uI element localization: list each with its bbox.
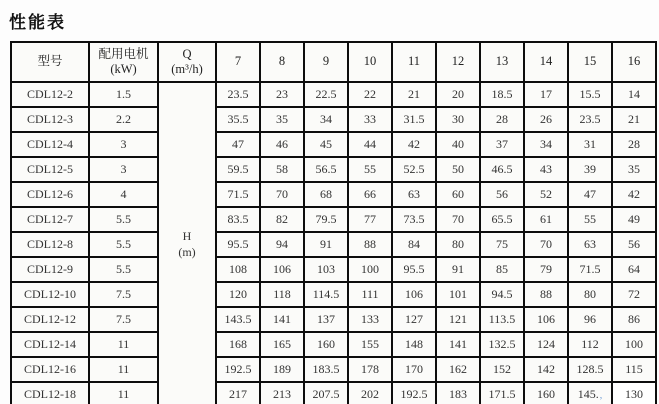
head-value-cell: 34 <box>524 132 568 157</box>
header-flow-line1: Q <box>182 47 192 61</box>
motor-kw-cell: 2.2 <box>89 107 158 132</box>
page-title: 性能表 <box>9 13 66 32</box>
model-cell: CDL12-3 <box>11 107 89 132</box>
head-value-cell: 40 <box>436 132 480 157</box>
head-value-cell: 100 <box>348 257 392 282</box>
header-flow-14: 14 <box>524 42 568 82</box>
head-value-cell: 72 <box>612 282 656 307</box>
head-value-cell: 142 <box>524 357 568 382</box>
motor-kw-cell: 7.5 <box>89 307 158 332</box>
head-value-cell: 88 <box>348 232 392 257</box>
header-flow-line2: (m³/h) <box>171 62 203 76</box>
head-value-cell: 91 <box>436 257 480 282</box>
motor-kw-cell: 4 <box>89 182 158 207</box>
head-value-cell: 70 <box>524 232 568 257</box>
head-value-cell: 77 <box>348 207 392 232</box>
header-flow-9: 9 <box>304 42 348 82</box>
header-flow-15: 15 <box>568 42 612 82</box>
header-motor-line2: (kW) <box>110 62 137 76</box>
head-value-cell: 170 <box>392 357 436 382</box>
head-value-cell: 124 <box>524 332 568 357</box>
model-cell: CDL12-8 <box>11 232 89 257</box>
head-value-cell: 49 <box>612 207 656 232</box>
head-value-cell: 46 <box>260 132 304 157</box>
head-value-cell: 106 <box>392 282 436 307</box>
head-value-cell: 23.5 <box>216 82 260 107</box>
head-value-cell: 43 <box>524 157 568 182</box>
head-value-cell: 120 <box>216 282 260 307</box>
head-value-cell: 152 <box>480 357 524 382</box>
head-value-cell: 64 <box>612 257 656 282</box>
edited-cell[interactable]: 130 <box>612 382 656 404</box>
model-cell: CDL12-10 <box>11 282 89 307</box>
head-value-cell: 55 <box>568 207 612 232</box>
head-value-cell: 46.5 <box>480 157 524 182</box>
head-value-cell: 71.5 <box>568 257 612 282</box>
head-value-cell: 101 <box>436 282 480 307</box>
head-value-cell: 52.5 <box>392 157 436 182</box>
head-value-cell: 133 <box>348 307 392 332</box>
motor-kw-cell: 11 <box>89 382 158 404</box>
head-value-cell: 73.5 <box>392 207 436 232</box>
table-row-CDL12-8 <box>11 232 656 257</box>
model-cell: CDL12-6 <box>11 182 89 207</box>
head-value-cell: 65.5 <box>480 207 524 232</box>
head-value-cell: 100 <box>612 332 656 357</box>
head-value-cell: 168 <box>216 332 260 357</box>
head-value-cell: 28 <box>480 107 524 132</box>
head-value-cell: 42 <box>612 182 656 207</box>
header-flow-8: 8 <box>260 42 304 82</box>
head-value-cell: 33 <box>348 107 392 132</box>
head-value-cell: 112 <box>568 332 612 357</box>
head-value-cell: 79.5 <box>304 207 348 232</box>
head-value-cell: 132.5 <box>480 332 524 357</box>
head-value-cell: 39 <box>568 157 612 182</box>
header-flow-16: 16 <box>612 42 656 82</box>
head-value-cell: 30 <box>436 107 480 132</box>
head-value-cell: 114.5 <box>304 282 348 307</box>
head-value-cell: 94 <box>260 232 304 257</box>
head-value-cell: 28 <box>612 132 656 157</box>
head-value-cell: 75 <box>480 232 524 257</box>
head-unit: (m) <box>178 244 196 259</box>
head-value-cell: 155 <box>348 332 392 357</box>
model-cell: CDL12-2 <box>11 82 89 107</box>
motor-kw-cell: 3 <box>89 132 158 157</box>
head-value-cell: 213 <box>260 382 304 404</box>
head-value-cell: 21 <box>612 107 656 132</box>
head-value-cell: 63 <box>392 182 436 207</box>
head-value-cell: 111 <box>348 282 392 307</box>
head-value-cell: 47 <box>216 132 260 157</box>
table-row-CDL12-12 <box>11 307 656 332</box>
head-value-cell: 118 <box>260 282 304 307</box>
table-header <box>11 42 656 82</box>
head-value-cell: 84 <box>392 232 436 257</box>
head-value-cell: 160 <box>304 332 348 357</box>
head-value-cell: 88 <box>524 282 568 307</box>
head-value-cell: 63 <box>568 232 612 257</box>
head-value-cell: 165 <box>260 332 304 357</box>
motor-kw-cell: 3 <box>89 157 158 182</box>
head-value-cell: 91 <box>304 232 348 257</box>
head-value-cell: 217 <box>216 382 260 404</box>
head-value-cell: 113.5 <box>480 307 524 332</box>
motor-kw-cell: 11 <box>89 357 158 382</box>
model-cell: CDL12-16 <box>11 357 89 382</box>
head-value-cell: 85 <box>480 257 524 282</box>
head-value-cell: 17 <box>524 82 568 107</box>
head-value-cell: 96 <box>568 307 612 332</box>
table-body <box>11 82 656 404</box>
head-value-cell: 137 <box>304 307 348 332</box>
head-value-cell: 106 <box>260 257 304 282</box>
head-value-cell: 171.5 <box>480 382 524 404</box>
head-value-cell: 66 <box>348 182 392 207</box>
head-value-cell: 178 <box>348 357 392 382</box>
head-value-cell: 35 <box>612 157 656 182</box>
head-value-cell: 82 <box>260 207 304 232</box>
table-row-CDL12-9 <box>11 257 656 282</box>
model-cell: CDL12-12 <box>11 307 89 332</box>
head-value-cell: 94.5 <box>480 282 524 307</box>
motor-kw-cell: 5.5 <box>89 232 158 257</box>
head-value-cell: 44 <box>348 132 392 157</box>
head-value-cell: 162 <box>436 357 480 382</box>
head-value-cell: 14 <box>612 82 656 107</box>
head-value-cell: 95.5 <box>216 232 260 257</box>
head-value-cell: 71.5 <box>216 182 260 207</box>
header-flow-10: 10 <box>348 42 392 82</box>
head-value-cell: 55 <box>348 157 392 182</box>
table-row-CDL12-10 <box>11 282 656 307</box>
header-flow-13: 13 <box>480 42 524 82</box>
header-flow-11: 11 <box>392 42 436 82</box>
head-value-cell: 192.5 <box>392 382 436 404</box>
head-value-cell: 183.5 <box>304 357 348 382</box>
motor-kw-cell: 1.5 <box>89 82 158 107</box>
head-value-cell: 52 <box>524 182 568 207</box>
model-cell: CDL12-5 <box>11 157 89 182</box>
head-value-cell: 23 <box>260 82 304 107</box>
head-value-cell: 148 <box>392 332 436 357</box>
table-row-CDL12-18 <box>11 382 656 404</box>
head-value-cell: 79 <box>524 257 568 282</box>
head-value-cell: 207.5 <box>304 382 348 404</box>
header-flow-7: 7 <box>216 42 260 82</box>
model-cell: CDL12-18 <box>11 382 89 404</box>
head-value-cell: 95.5 <box>392 257 436 282</box>
head-value-cell: 50 <box>436 157 480 182</box>
head-value-cell: 35.5 <box>216 107 260 132</box>
head-value-cell: 80 <box>436 232 480 257</box>
head-value-cell: 60 <box>436 182 480 207</box>
header-motor-line1: 配用电机 <box>98 47 149 61</box>
table-row-CDL12-16 <box>11 357 656 382</box>
head-value-cell: 141 <box>260 307 304 332</box>
head-value-cell: 21 <box>392 82 436 107</box>
header-flow <box>158 42 216 82</box>
model-cell: CDL12-4 <box>11 132 89 157</box>
head-value-cell: 202 <box>348 382 392 404</box>
head-value-cell: 42 <box>392 132 436 157</box>
head-value-cell: 160 <box>524 382 568 404</box>
head-value-cell: 192.5 <box>216 357 260 382</box>
head-value-cell: 31.5 <box>392 107 436 132</box>
motor-kw-cell: 7.5 <box>89 282 158 307</box>
head-value-cell: 70 <box>436 207 480 232</box>
head-label: H <box>182 228 192 243</box>
head-value-cell: 59.5 <box>216 157 260 182</box>
motor-kw-cell: 11 <box>89 332 158 357</box>
model-cell: CDL12-14 <box>11 332 89 357</box>
header-row <box>11 42 656 82</box>
model-cell: CDL12-9 <box>11 257 89 282</box>
table-row-CDL12-7 <box>11 207 656 232</box>
head-value-cell: 61 <box>524 207 568 232</box>
head-value-cell: 35 <box>260 107 304 132</box>
head-value-cell: 47 <box>568 182 612 207</box>
header-flow-12: 12 <box>436 42 480 82</box>
head-value-cell-artifact: 145. , <box>568 382 612 404</box>
head-value-cell: 83.5 <box>216 207 260 232</box>
table-row-CDL12-14 <box>11 332 656 357</box>
head-value-cell: 143.5 <box>216 307 260 332</box>
head-value-cell: 22.5 <box>304 82 348 107</box>
head-value-cell: 20 <box>436 82 480 107</box>
head-value-cell: 68 <box>304 182 348 207</box>
head-value-cell: 106 <box>524 307 568 332</box>
head-value-cell: 31 <box>568 132 612 157</box>
head-value-cell: 115 <box>612 357 656 382</box>
head-value-cell: 127 <box>392 307 436 332</box>
performance-table <box>10 41 657 404</box>
head-value-cell: 18.5 <box>480 82 524 107</box>
table-row-CDL12-2 <box>11 82 656 107</box>
head-value-cell: 80 <box>568 282 612 307</box>
head-value-cell: 56 <box>480 182 524 207</box>
head-value-cell: 23.5 <box>568 107 612 132</box>
header-model: 型号 <box>11 42 89 82</box>
head-value-cell: 56.5 <box>304 157 348 182</box>
head-value-cell: 70 <box>260 182 304 207</box>
head-value-cell: 22 <box>348 82 392 107</box>
model-cell: CDL12-7 <box>11 207 89 232</box>
table-row-CDL12-4 <box>11 132 656 157</box>
head-value-cell: 128.5 <box>568 357 612 382</box>
head-value-cell: 45 <box>304 132 348 157</box>
head-value-cell: 141 <box>436 332 480 357</box>
head-value-cell: 58 <box>260 157 304 182</box>
header-motor <box>89 42 158 82</box>
head-value-cell: 121 <box>436 307 480 332</box>
head-value-cell: 108 <box>216 257 260 282</box>
head-value-cell: 103 <box>304 257 348 282</box>
motor-kw-cell: 5.5 <box>89 207 158 232</box>
head-value-cell: 34 <box>304 107 348 132</box>
table-row-CDL12-3 <box>11 107 656 132</box>
head-value-cell: 189 <box>260 357 304 382</box>
head-unit-cell <box>158 82 216 404</box>
head-value-cell: 15.5 <box>568 82 612 107</box>
head-value-cell: 37 <box>480 132 524 157</box>
head-value-cell: 86 <box>612 307 656 332</box>
head-value-cell: 26 <box>524 107 568 132</box>
head-value-cell: 56 <box>612 232 656 257</box>
table-row-CDL12-5 <box>11 157 656 182</box>
table-row-CDL12-6 <box>11 182 656 207</box>
motor-kw-cell: 5.5 <box>89 257 158 282</box>
head-value-cell: 183 <box>436 382 480 404</box>
